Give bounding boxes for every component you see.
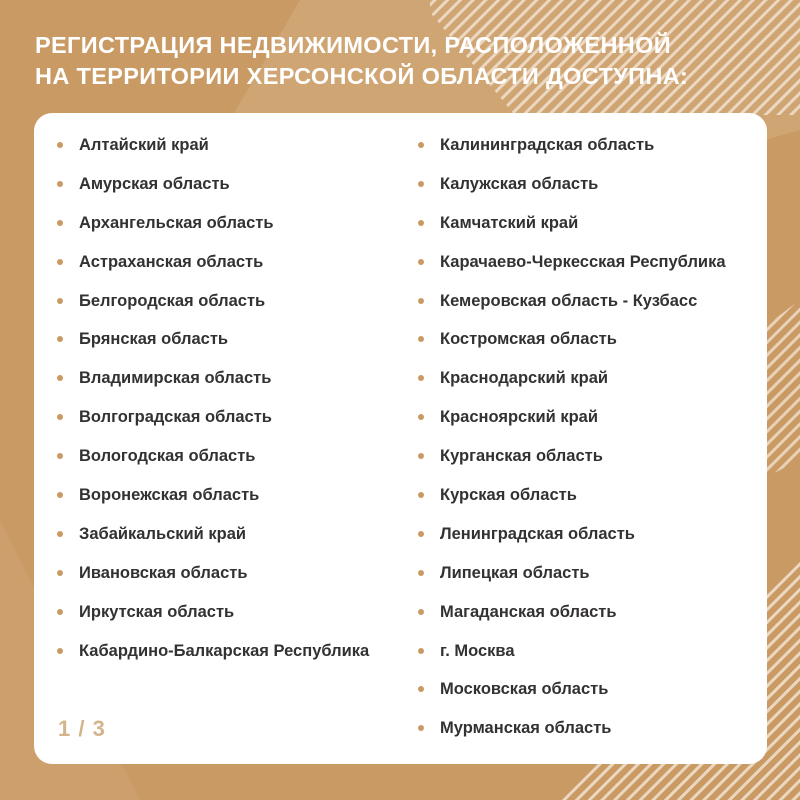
bullet-icon — [57, 259, 63, 265]
list-item — [418, 289, 726, 328]
list-item — [57, 289, 369, 328]
region-label: Карачаево-Черкесская Республика — [440, 252, 726, 271]
region-label: Калужская область — [440, 174, 599, 193]
region-label: Красноярский край — [440, 408, 598, 427]
list-item — [57, 250, 369, 289]
list-item — [57, 133, 369, 172]
bullet-icon — [57, 336, 63, 342]
region-label: Брянская область — [79, 330, 229, 349]
list-item — [57, 600, 369, 639]
bullet-icon — [57, 414, 63, 420]
list-item — [418, 366, 726, 405]
bullet-icon — [57, 609, 63, 615]
region-label: Московская область — [440, 680, 609, 699]
regions-list-right — [418, 133, 726, 755]
list-item — [57, 483, 369, 522]
bullet-icon — [418, 220, 424, 226]
bullet-icon — [418, 531, 424, 537]
region-label: Вологодская область — [79, 447, 256, 466]
region-label: Амурская область — [79, 174, 230, 193]
region-label: Кабардино-Балкарская Республика — [79, 641, 370, 660]
region-label: Калининградская область — [440, 136, 655, 154]
list-item — [418, 172, 726, 211]
region-label: Костромская область — [440, 330, 617, 349]
region-label: Липецкая область — [440, 563, 590, 582]
list-item — [418, 716, 726, 755]
bullet-icon — [57, 220, 63, 226]
page-indicator: 1 / 3 — [58, 716, 106, 741]
region-label: Архангельская область — [79, 213, 274, 232]
list-item — [57, 639, 369, 678]
bullet-icon — [418, 570, 424, 576]
region-label: Мурманская область — [440, 719, 612, 738]
list-item — [418, 327, 726, 366]
list-item — [57, 172, 369, 211]
title-line-2: НА ТЕРРИТОРИИ ХЕРСОНСКОЙ ОБЛАСТИ ДОСТУПНА: — [35, 63, 689, 89]
bullet-icon — [418, 414, 424, 420]
list-item — [418, 405, 726, 444]
region-label: Забайкальский край — [79, 524, 247, 543]
bullet-icon — [418, 298, 424, 304]
bullet-icon — [418, 725, 424, 731]
bullet-icon — [57, 181, 63, 187]
list-item — [418, 677, 726, 716]
title-line-1: РЕГИСТРАЦИЯ НЕДВИЖИМОСТИ, РАСПОЛОЖЕННОЙ — [35, 32, 671, 58]
list-item — [418, 211, 726, 250]
list-item — [57, 405, 369, 444]
bullet-icon — [418, 375, 424, 381]
bullet-icon — [57, 648, 63, 654]
bullet-icon — [418, 648, 424, 654]
list-item — [57, 366, 369, 405]
page-title — [35, 30, 688, 92]
list-item — [57, 444, 369, 483]
bullet-icon — [57, 531, 63, 537]
bullet-icon — [418, 609, 424, 615]
region-label: Ленинградская область — [440, 524, 635, 543]
region-label: Магаданская область — [440, 602, 617, 621]
region-label: Иркутская область — [79, 602, 235, 621]
list-item — [418, 600, 726, 639]
region-label: Камчатский край — [440, 213, 579, 232]
regions-card — [34, 113, 767, 764]
list-item — [418, 483, 726, 522]
regions-list-left — [57, 133, 369, 677]
bullet-icon — [418, 259, 424, 265]
region-label: Ивановская область — [79, 563, 248, 582]
region-label: Волгоградская область — [79, 408, 272, 427]
bullet-icon — [57, 375, 63, 381]
list-item — [57, 561, 369, 600]
region-label: Курганская область — [440, 447, 603, 466]
list-item — [57, 522, 369, 561]
list-item — [418, 444, 726, 483]
list-item — [418, 561, 726, 600]
region-label: г. Москва — [440, 641, 515, 660]
region-label: Владимирская область — [79, 369, 272, 388]
bullet-icon — [418, 686, 424, 692]
region-label: Курская область — [440, 486, 577, 505]
list-item — [418, 522, 726, 561]
bullet-icon — [418, 142, 424, 148]
region-label: Воронежская область — [79, 486, 260, 505]
list-item — [418, 639, 726, 678]
bullet-icon — [418, 492, 424, 498]
bullet-icon — [418, 336, 424, 342]
list-item — [57, 327, 369, 366]
bullet-icon — [57, 142, 63, 148]
bullet-icon — [418, 181, 424, 187]
region-label: Кемеровская область - Кузбасс — [440, 291, 698, 310]
region-label: Астраханская область — [79, 252, 264, 271]
list-item — [418, 133, 726, 172]
list-item — [57, 211, 369, 250]
bullet-icon — [418, 453, 424, 459]
region-label: Краснодарский край — [440, 369, 609, 388]
list-item — [418, 250, 726, 289]
bullet-icon — [57, 298, 63, 304]
bullet-icon — [57, 570, 63, 576]
bullet-icon — [57, 453, 63, 459]
region-label: Алтайский край — [79, 136, 209, 154]
region-label: Белгородская область — [79, 291, 266, 310]
bullet-icon — [57, 492, 63, 498]
